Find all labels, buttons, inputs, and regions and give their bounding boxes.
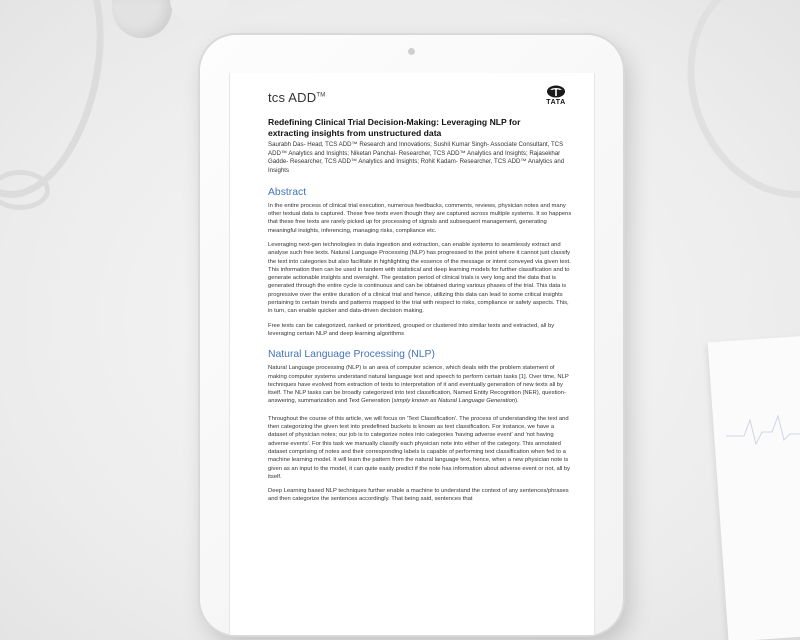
nlp-paragraph-2: Throughout the course of this article, we will focus on 'Text Classification'. The process of understanding the text and then categorizing the given text into predefined buckets is known as text classification. For instance, we have a dataset of physician notes; our job is to categorize notes into categories 'having adverse event' and 'not having adverse events'. For this task we manually classify each physician note into either of the category. This annotated dataset comprising of notes and their corresponding labels is capable of performing text classification when fed to a machine learning model. It will learn the pattern from the natural language text, hence, when a new physician note is given as an input to the model, it can quite easily predict if the note has information about adverse event or not, all by itself. [268, 415, 571, 480]
document-title: Redefining Clinical Trial Decision-Making: Leveraging NLP for extracting insights from unstructured data [268, 117, 521, 138]
section-heading-abstract: Abstract [268, 186, 307, 198]
nlp-paragraph-1-italic: simply known as Natural Language Generation [393, 398, 516, 405]
document-screen[interactable] [229, 73, 595, 635]
camera-icon [408, 48, 415, 55]
document [230, 73, 594, 504]
stethoscope-tube-decoration [0, 170, 50, 210]
abstract-paragraph-3: Free texts can be categorized, ranked or prioritized, grouped or clustered into similar texts and extracted, all by leveraging certain NLP and deep learning algorithms [268, 322, 555, 337]
abstract-paragraph-2: Leveraging next-gen technologies in data ingestion and extraction, can enable systems to seamlessly extract and analyse such free texts. Natural Language Processing (NLP) has progressed to the point where it cannot just classify the text into categories but also facilitate in highlighting the essence of the message or intent conveyed via given text. This information then can be used in tandem with statistical and deep learning models for further classification and to generate actionable insights and oversight. The gestation period of clinical trials is very long and the data that is generated through the entire cycle is continuous and can be obtained during various phases of the trial. This data is progressive over the entire duration of a clinical trial and hence, utilizing this data can lead to some critical insights pertaining to certain trends and patterns mapped to the trial with respect to risks, compliance or safety aspects. This, in turn, can enable quicker and data-driven decision making. [268, 242, 571, 315]
nlp-paragraph-1-text: Natural Language processing (NLP) is an area of computer science, which deals with the problem statement of making computer systems understand natural language text and speech to perform certain tasks [1]. Over time, NLP techniques have evolved from extraction of texts to interpretation of it and eventually generation of new texts all by itself. The NLP tasks can be broadly categorized into text classification, Named Entity Recognition (NER), question- answering, summarization and Text Generation ( [268, 365, 569, 405]
document-authors: Saurabh Das- Head, TCS ADD™ Research and Innovations; Sushil Kumar Singh- Associate Consultant, TCS ADD™ Analytics and Insights; Niketan Panchal- Researcher, TCS ADD™ Analytics and Insights; Rajasekhar Gadde- Researcher, TCS ADD™ Analytics and Insights; Rohit Kadam- Researcher, TCS ADD™ Analytics and Insights [268, 141, 565, 175]
abstract-paragraph-1: In the entire process of clinical trial execution, numerous feedbacks, comments, reviews, physician notes and many other textual data is captured. These free texts even though they are captured across multiple systems. It so happens that these free texts are rarely picked up for processing of signals and subsequent management, generating meaningful insights, inferencing, managing risks, compliance etc. [268, 202, 572, 234]
tcs-add-logo [268, 90, 325, 105]
nlp-paragraph-1-tail: ). [515, 398, 519, 405]
tata-logo-icon [546, 85, 566, 98]
tablet-device [200, 35, 623, 635]
tata-logo-text: TATA [546, 99, 566, 106]
ecg-wave-icon [726, 410, 800, 450]
stethoscope-right-decoration [656, 0, 800, 226]
document-header [268, 84, 582, 116]
section-heading-nlp: Natural Language Processing (NLP) [268, 349, 435, 361]
tcs-add-logo-text: tcs ADD [268, 90, 317, 105]
nlp-paragraph-3: Deep Learning based NLP techniques further enable a machine to understand the context of any sentences/phrases and then categorize the sentences accordingly. That being said, sentences that [268, 488, 569, 503]
tcs-add-trademark: TM [316, 92, 326, 99]
nlp-paragraph-1 [268, 364, 574, 405]
tata-logo [538, 85, 574, 106]
pill-bottle-decoration [112, 0, 172, 38]
ecg-paper-decoration [708, 334, 800, 640]
cup-decoration [170, 0, 228, 20]
